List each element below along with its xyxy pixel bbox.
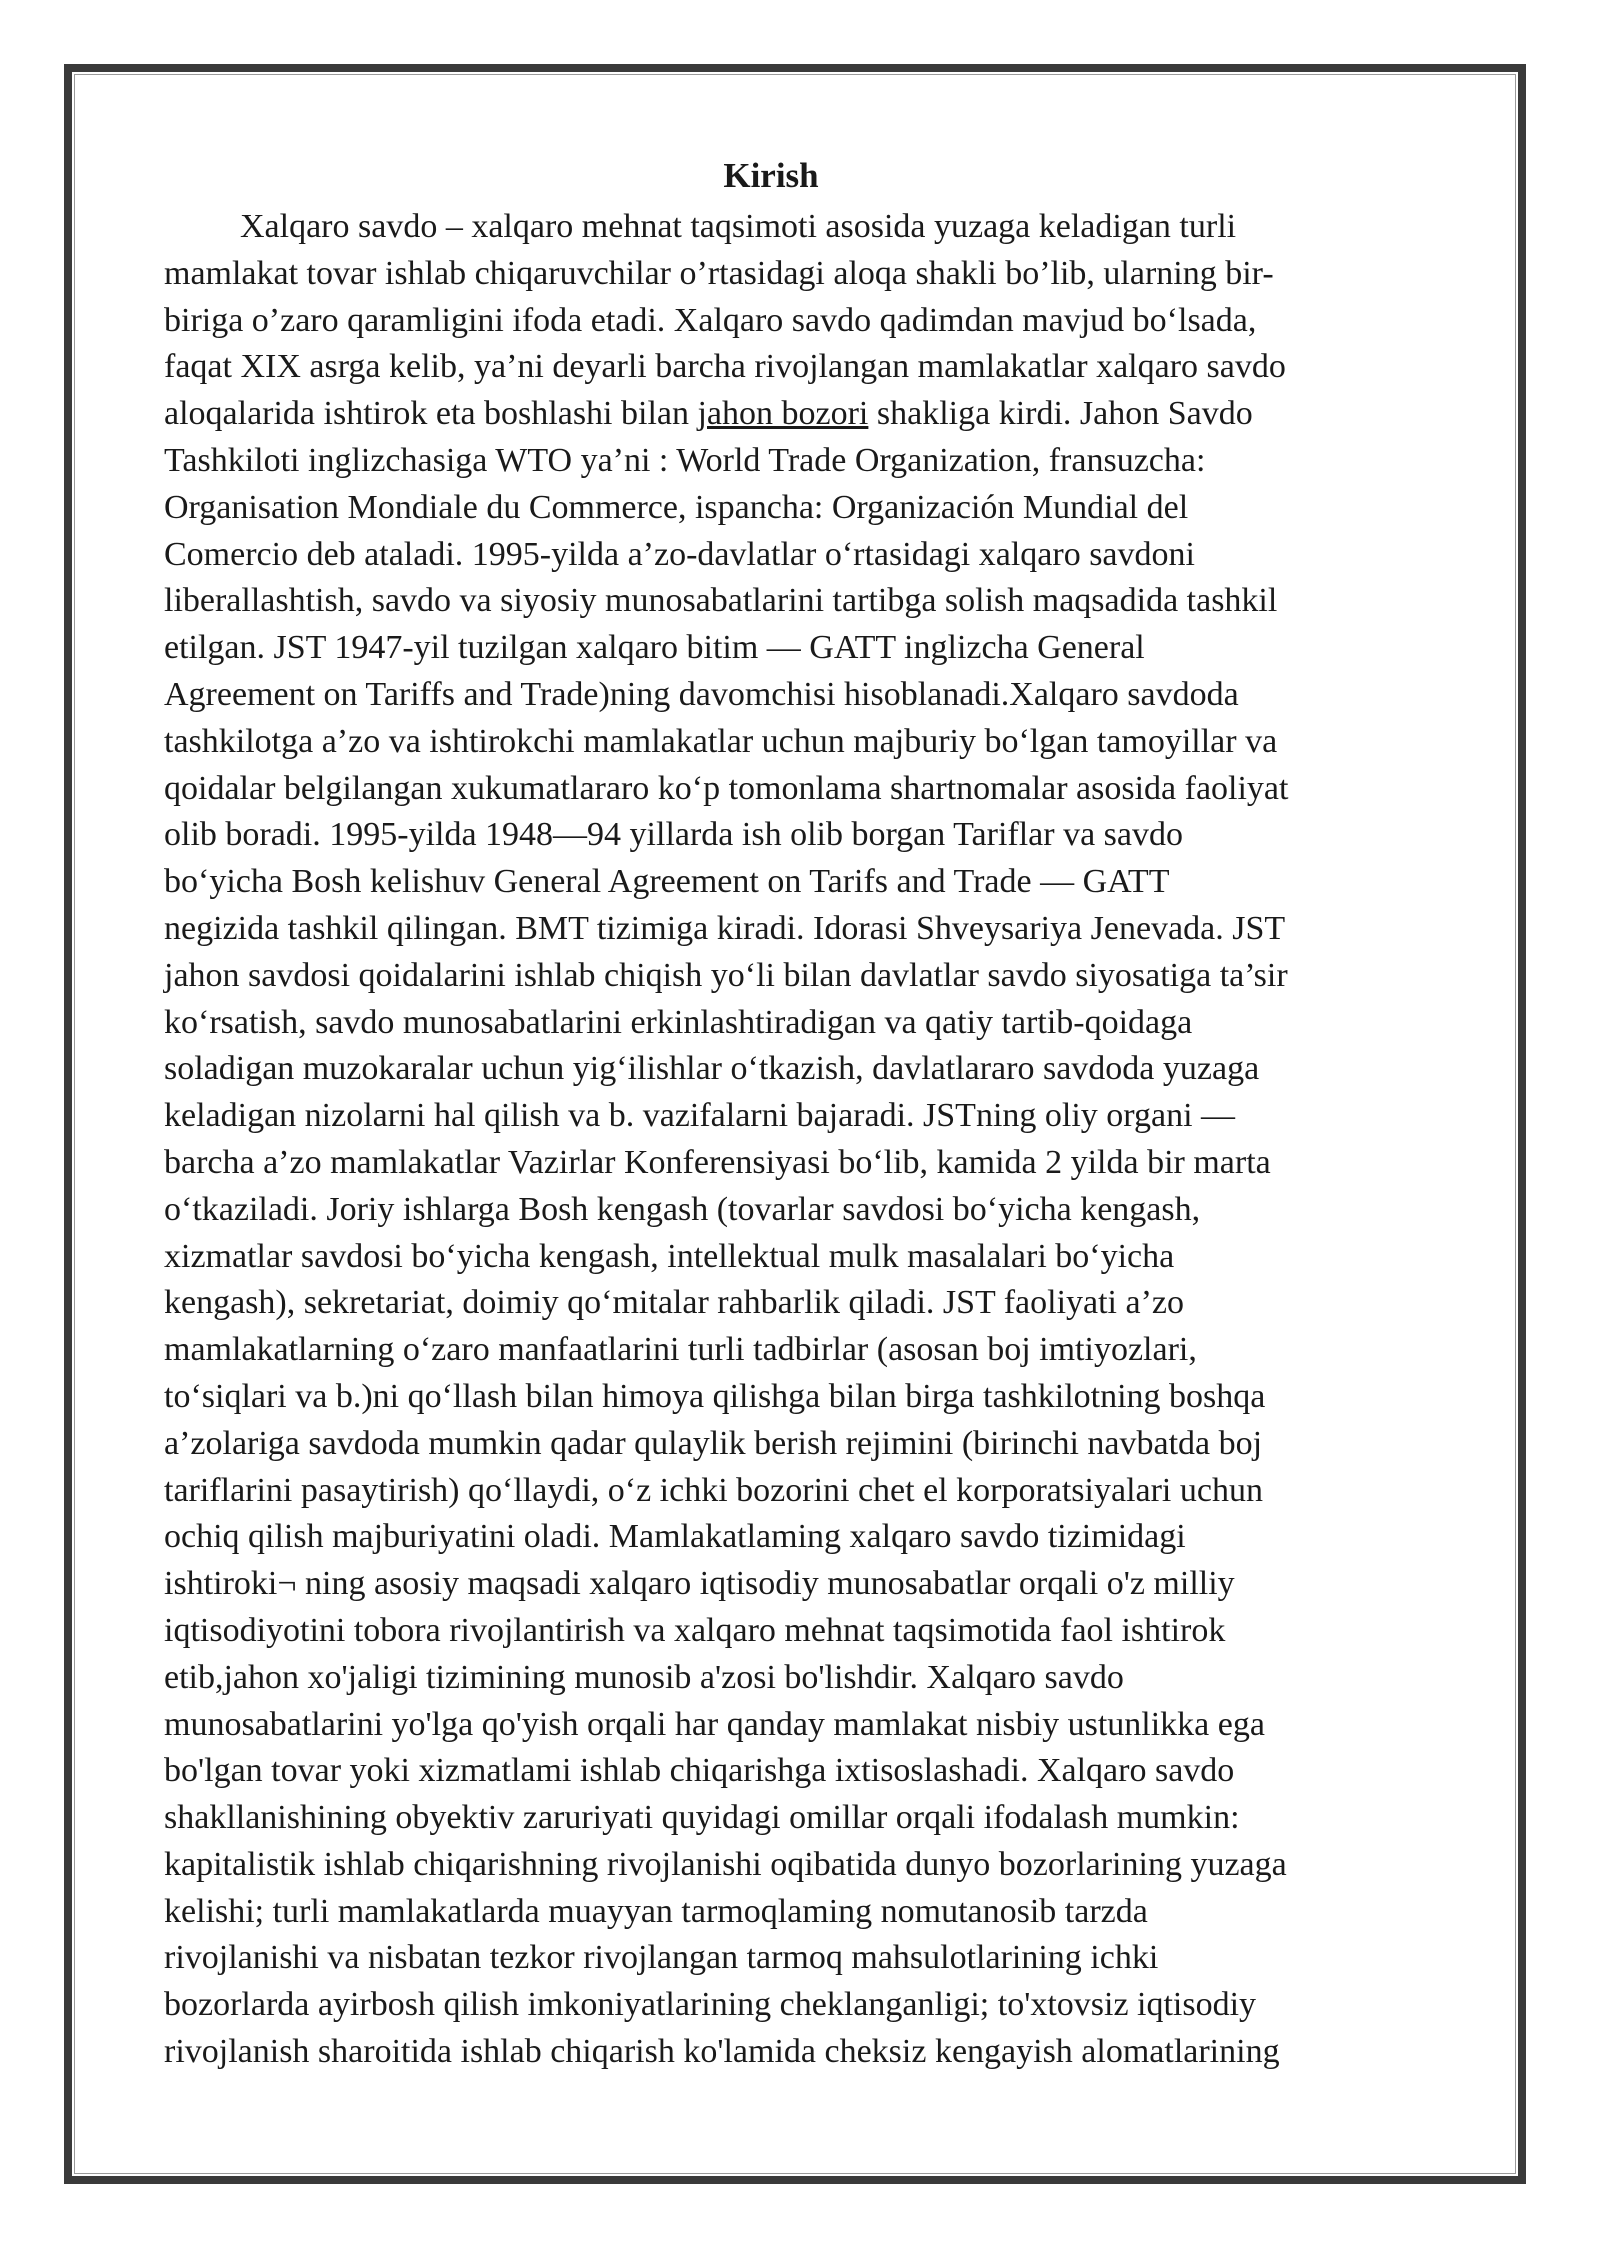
- text-line: keladigan nizolarni hal qilish va b. vazifalarni bajaradi. JSTning oliy organi —: [164, 1097, 1236, 1135]
- text-line: Xalqaro savdo – xalqaro mehnat taqsimoti asosida yuzaga keladigan turli: [240, 208, 1237, 245]
- text-line-with-link: [164, 391, 1464, 438]
- paragraph: [164, 204, 1464, 2076]
- text-line: rivojlanish sharoitida ishlab chiqarish ko'lamida cheksiz kengayish alomatlarining: [164, 2033, 1280, 2071]
- text-line: bozorlarda ayirbosh qilish imkoniyatlarining cheklanganligi; to'xtovsiz iqtisodiy: [164, 1986, 1257, 2024]
- text-line: olib boradi. 1995-yilda 1948—94 yillarda ish olib borgan Tariflar va savdo: [164, 816, 1184, 854]
- text-line: mamlakatlarning oʻzaro manfaatlarini turli tadbirlar (asosan boj imtiyozlari,: [164, 1331, 1197, 1369]
- text-line: tashkilotga a’zo va ishtirokchi mamlakatlar uchun majburiy boʻlgan tamoyillar va: [164, 722, 1278, 760]
- text-line: boʻyicha Bosh kelishuv General Agreement on Tarifs and Trade — GATT: [164, 863, 1170, 901]
- text-line: Organisation Mondiale du Commerce, ispancha: Organización Mundial del: [164, 488, 1189, 526]
- text-segment: shakliga kirdi. Jahon Savdo: [868, 395, 1253, 433]
- text-line: ishtiroki¬ ning asosiy maqsadi xalqaro iqtisodiy munosabatlar orqali o'z milliy: [164, 1565, 1235, 1603]
- text-line: etib,jahon xo'jaligi tizimining munosib a'zosi bo'lishdir. Xalqaro savdo: [164, 1658, 1124, 1696]
- text-line: kelishi; turli mamlakatlarda muayyan tarmoqlaming nomutanosib tarzda: [164, 1892, 1148, 1930]
- text-line: Comercio deb ataladi. 1995-yilda a’zo-davlatlar oʻrtasidagi xalqaro savdoni: [164, 535, 1195, 573]
- text-line: tariflarini pasaytirish) qoʻllaydi, oʻz ichki bozorini chet el korporatsiyalari uchun: [164, 1471, 1263, 1509]
- text-line: biriga o’zaro qaramligini ifoda etadi. Xalqaro savdo qadimdan mavjud boʻlsada,: [164, 301, 1257, 339]
- text-line: munosabatlarini yo'lga qo'yish orqali har qanday mamlakat nisbiy ustunlikka ega: [164, 1705, 1265, 1743]
- text-line: etilgan. JST 1947-yil tuzilgan xalqaro bitim — GATT inglizcha General: [164, 629, 1145, 667]
- text-line: Agreement on Tariffs and Trade)ning davomchisi hisoblanadi.Xalqaro savdoda: [164, 675, 1239, 713]
- text-line: negizida tashkil qilingan. BMT tizimiga kiradi. Idorasi Shveysariya Jenevada. JST: [164, 909, 1286, 947]
- text-segment: aloqalarida ishtirok eta boshlashi bilan: [164, 395, 698, 433]
- text-line: kengash), sekretariat, doimiy qoʻmitalar rahbarlik qiladi. JST faoliyati a’zo: [164, 1284, 1184, 1322]
- text-line: qoidalar belgilangan xukumatlararo koʻp tomonlama shartnomalar asosida faoliyat: [164, 769, 1289, 807]
- text-line: Tashkiloti inglizchasiga WTO ya’ni : World Trade Organization, fransuzcha:: [164, 441, 1206, 479]
- text-line: barcha a’zo mamlakatlar Vazirlar Konferensiyasi boʻlib, kamida 2 yilda bir marta: [164, 1143, 1271, 1181]
- text-line: a’zolariga savdoda mumkin qadar qulaylik berish rejimini (birinchi navbatda boj: [164, 1424, 1263, 1462]
- text-line: mamlakat tovar ishlab chiqaruvchilar o’rtasidagi aloqa shakli bo’lib, ularning bir-: [164, 254, 1274, 292]
- jahon-bozori-link[interactable]: jahon bozori: [697, 395, 869, 433]
- text-line: bo'lgan tovar yoki xizmatlami ishlab chiqarishga ixtisoslashadi. Xalqaro savdo: [164, 1752, 1235, 1790]
- text-line: oʻtkaziladi. Joriy ishlarga Bosh kengash (tovarlar savdosi boʻyicha kengash,: [164, 1190, 1201, 1228]
- text-line: liberallashtish, savdo va siyosiy munosabatlarini tartibga solish maqsadida tashkil: [164, 582, 1278, 620]
- text-line: iqtisodiyotini tobora rivojlantirish va xalqaro mehnat taqsimotida faol ishtirok: [164, 1611, 1226, 1649]
- text-line: shakllanishining obyektiv zaruriyati quyidagi omillar orqali ifodalash mumkin:: [164, 1799, 1240, 1837]
- text-line: xizmatlar savdosi boʻyicha kengash, intellektual mulk masalalari boʻyicha: [164, 1237, 1175, 1275]
- text-line: rivojlanishi va nisbatan tezkor rivojlangan tarmoq mahsulotlarining ichki: [164, 1939, 1159, 1977]
- text-line: toʻsiqlari va b.)ni qoʻllash bilan himoya qilishga bilan birga tashkilotning boshqa: [164, 1377, 1266, 1415]
- text-line: soladigan muzokaralar uchun yigʻilishlar oʻtkazish, davlatlararo savdoda yuzaga: [164, 1050, 1260, 1088]
- text-line: kapitalistik ishlab chiqarishning rivojlanishi oqibatida dunyo bozorlarining yuzaga: [164, 1845, 1287, 1883]
- text-line: faqat XIX asrga kelib, ya’ni deyarli barcha rivojlangan mamlakatlar xalqaro savdo: [164, 348, 1286, 386]
- text-line: jahon savdosi qoidalarini ishlab chiqish yoʻli bilan davlatlar savdo siyosatiga ta’sir: [164, 956, 1288, 994]
- text-line: koʻrsatish, savdo munosabatlarini erkinlashtiradigan va qatiy tartib-qoidaga: [164, 1003, 1193, 1041]
- text-line: ochiq qilish majburiyatini oladi. Mamlakatlaming xalqaro savdo tizimidagi: [164, 1518, 1186, 1556]
- page-title: Kirish: [723, 156, 819, 195]
- document-body: [164, 148, 1464, 2076]
